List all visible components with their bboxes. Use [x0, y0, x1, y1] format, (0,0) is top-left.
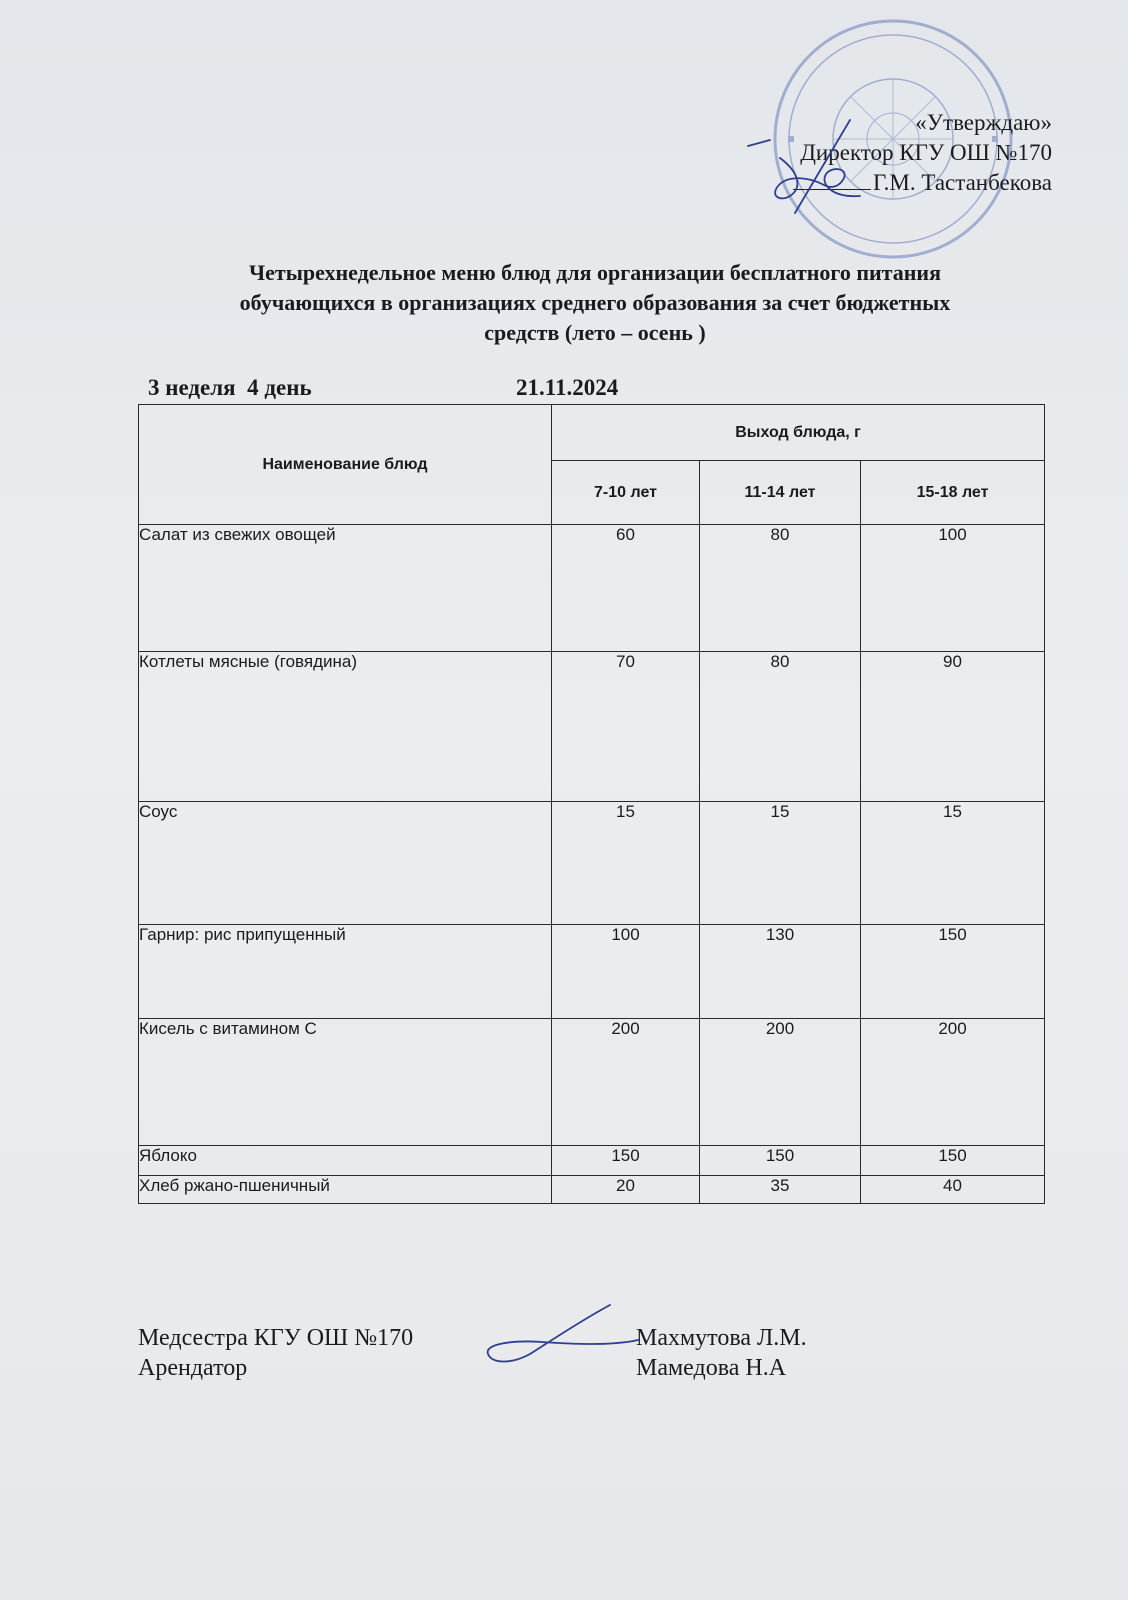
dish-value: 35 — [700, 1176, 861, 1204]
dish-name: Салат из свежих овощей — [139, 525, 552, 652]
dish-value: 200 — [861, 1019, 1045, 1146]
dish-value: 15 — [861, 802, 1045, 925]
footer-names — [636, 1323, 807, 1383]
dish-value: 90 — [861, 652, 1045, 802]
table-row — [139, 1146, 1045, 1176]
week-day: 3 неделя 4 день — [148, 375, 312, 400]
approval-position: Директор КГУ ОШ №170 — [800, 140, 1052, 165]
dish-name: Соус — [139, 802, 552, 925]
tenant-name: Мамедова Н.А — [636, 1355, 787, 1381]
dish-value: 150 — [552, 1146, 700, 1176]
header-age-11-14: 11-14 лет — [700, 461, 861, 525]
menu-title — [140, 258, 1050, 348]
dish-value: 100 — [552, 925, 700, 1019]
dish-value: 130 — [700, 925, 861, 1019]
dish-value: 100 — [861, 525, 1045, 652]
table-row — [139, 525, 1045, 652]
table-row — [139, 1019, 1045, 1146]
dish-value: 70 — [552, 652, 700, 802]
dish-value: 80 — [700, 652, 861, 802]
nurse-title: Медсестра КГУ ОШ №170 — [138, 1325, 414, 1351]
dish-value: 40 — [861, 1176, 1045, 1204]
title-line-3: средств (лето – осень ) — [484, 320, 706, 345]
footer-titles — [138, 1323, 413, 1383]
dish-value: 200 — [552, 1019, 700, 1146]
title-line-2: обучающихся в организациях среднего образования за счет бюджетных — [239, 290, 951, 315]
dish-name: Хлеб ржано-пшеничный — [139, 1176, 552, 1204]
table-row — [139, 802, 1045, 925]
dish-value: 150 — [700, 1146, 861, 1176]
dish-name: Котлеты мясные (говядина) — [139, 652, 552, 802]
approval-name: Г.М. Тастанбекова — [872, 170, 1052, 195]
dish-name: Яблоко — [139, 1146, 552, 1176]
dish-name: Кисель с витамином С — [139, 1019, 552, 1146]
dish-value: 20 — [552, 1176, 700, 1204]
nurse-name: Махмутова Л.М. — [636, 1325, 807, 1351]
header-age-15-18: 15-18 лет — [861, 461, 1045, 525]
dish-name: Гарнир: рис припущенный — [139, 925, 552, 1019]
dish-value: 200 — [700, 1019, 861, 1146]
dish-value: 60 — [552, 525, 700, 652]
dish-value: 15 — [700, 802, 861, 925]
title-line-1: Четырехнедельное меню блюд для организации бесплатного питания — [248, 260, 941, 285]
dish-value: 80 — [700, 525, 861, 652]
table-row — [139, 652, 1045, 802]
table-row — [139, 925, 1045, 1019]
menu-table — [138, 404, 1045, 1204]
header-output: Выход блюда, г — [552, 405, 1045, 461]
menu-date: 21.11.2024 — [516, 375, 619, 400]
table-row — [139, 1176, 1045, 1204]
dish-value: 15 — [552, 802, 700, 925]
dish-value: 150 — [861, 1146, 1045, 1176]
header-age-7-10: 7-10 лет — [552, 461, 700, 525]
dish-value: 150 — [861, 925, 1045, 1019]
approval-heading: «Утверждаю» — [915, 110, 1052, 135]
nurse-signature — [482, 1302, 642, 1377]
director-signature — [740, 118, 880, 218]
tenant-title: Арендатор — [138, 1355, 248, 1381]
header-dish-name: Наименование блюд — [139, 405, 552, 525]
